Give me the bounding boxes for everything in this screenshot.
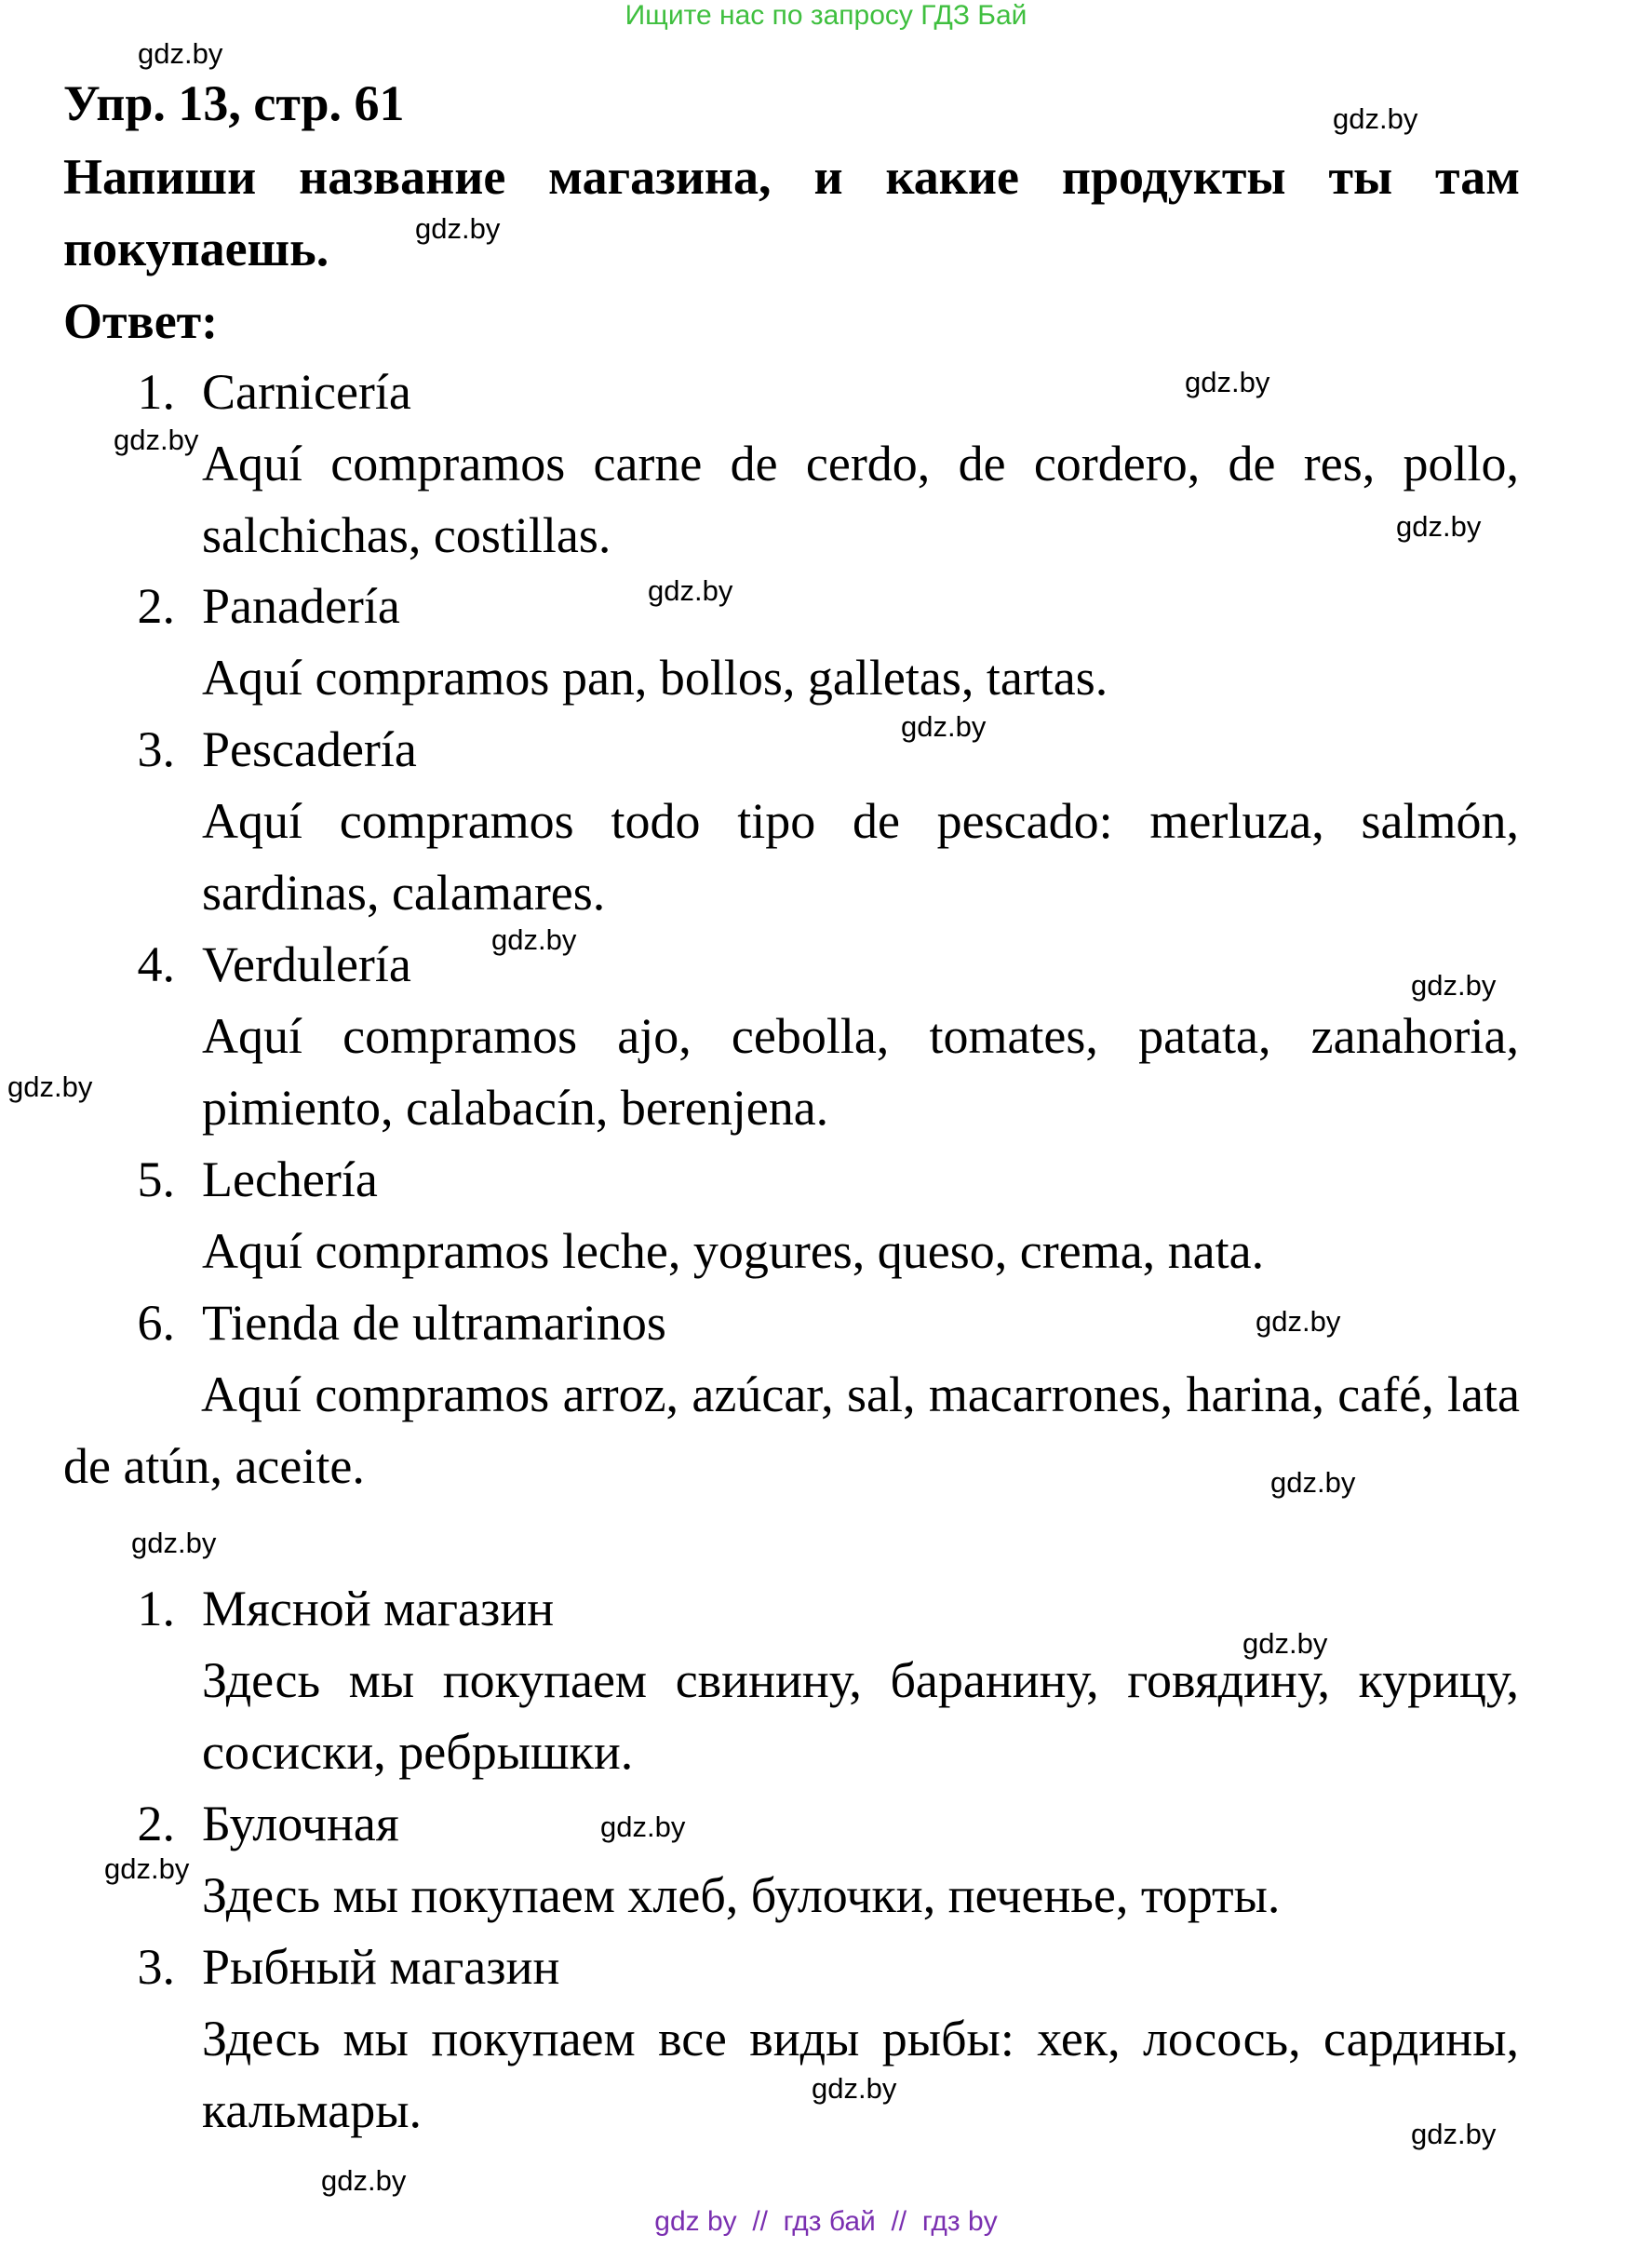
watermark: gdz.by <box>812 2072 897 2105</box>
watermark: gdz.by <box>114 424 199 456</box>
watermark: gdz.by <box>321 2164 407 2197</box>
watermark: gdz.by <box>1185 366 1270 398</box>
shop-name: Verdulería <box>202 936 411 992</box>
watermark: gdz.by <box>1396 510 1482 543</box>
list-item-number: 3. <box>137 721 175 777</box>
shop-name: Carnicería <box>202 364 411 420</box>
shop-products: Здесь мы покупаем все виды рыбы: хек, лосось, сардины, кальмары. <box>202 2011 1519 2138</box>
watermark: gdz.by <box>491 923 577 956</box>
watermark: gdz.by <box>104 1852 190 1885</box>
watermark: gdz.by <box>1270 1466 1356 1499</box>
list-item-number: 1. <box>137 1581 175 1636</box>
watermark: gdz.by <box>415 212 501 245</box>
shop-name: Tienda de ultramarinos <box>202 1295 666 1351</box>
watermark: gdz.by <box>1333 102 1418 135</box>
shop-name: Lechería <box>202 1151 378 1207</box>
watermark: gdz.by <box>131 1527 217 1559</box>
shop-products: Aquí compramos leche, yogures, queso, crema, nata. <box>202 1223 1265 1279</box>
watermark: gdz.by <box>1256 1305 1341 1338</box>
watermark: gdz.by <box>901 710 987 743</box>
shop-name: Panadería <box>202 578 400 634</box>
page-title: Упр. 13, стр. 61 <box>63 75 405 131</box>
shop-products: Здесь мы покупаем свинину, баранину, говядину, курицу, сосиски, ребрышки. <box>202 1652 1519 1780</box>
shop-products: Aquí compramos carne de cerdo, de cordero, de res, pollo, salchichas, costillas. <box>202 436 1519 563</box>
top-banner[interactable]: Ищите нас по запросу ГДЗ Бай <box>625 0 1027 31</box>
watermark: gdz.by <box>1242 1627 1328 1660</box>
watermark: gdz.by <box>7 1070 93 1103</box>
shop-name: Рыбный магазин <box>202 1939 560 1995</box>
task-text: Напиши название магазина, и какие продукты ты там покупаешь. <box>63 149 1520 276</box>
list-item-number: 1. <box>137 364 175 420</box>
list-item-number: 6. <box>137 1295 175 1351</box>
footer-links[interactable]: gdz by // гдз бай // гдз by <box>654 2206 998 2237</box>
watermark: gdz.by <box>600 1811 686 1843</box>
shop-name: Pescadería <box>202 721 417 777</box>
shop-products: Aquí compramos todo tipo de pescado: merluza, salmón, sardinas, calamares. <box>202 793 1519 921</box>
list-item-number: 3. <box>137 1939 175 1995</box>
list-item-number: 4. <box>137 936 175 992</box>
watermark: gdz.by <box>1411 2118 1497 2150</box>
watermark: gdz.by <box>138 37 223 70</box>
list-item-number: 2. <box>137 1796 175 1851</box>
shop-products: Aquí compramos arroz, azúcar, sal, macarrones, harina, café, lata de atún, aceite. <box>63 1366 1520 1494</box>
watermark: gdz.by <box>1411 969 1497 1002</box>
shop-products: Здесь мы покупаем хлеб, булочки, печенье, торты. <box>202 1867 1281 1923</box>
shop-products: Aquí compramos ajo, cebolla, tomates, patata, zanahoria, pimiento, calabacín, berenjena. <box>202 1008 1519 1136</box>
list-item-number: 2. <box>137 578 175 634</box>
answer-label: Ответ: <box>63 293 219 349</box>
watermark: gdz.by <box>648 574 733 607</box>
shop-name: Булочная <box>202 1796 399 1851</box>
shop-products: Aquí compramos pan, bollos, galletas, tartas. <box>202 650 1108 706</box>
shop-name: Мясной магазин <box>202 1581 555 1636</box>
list-item-number: 5. <box>137 1151 175 1207</box>
